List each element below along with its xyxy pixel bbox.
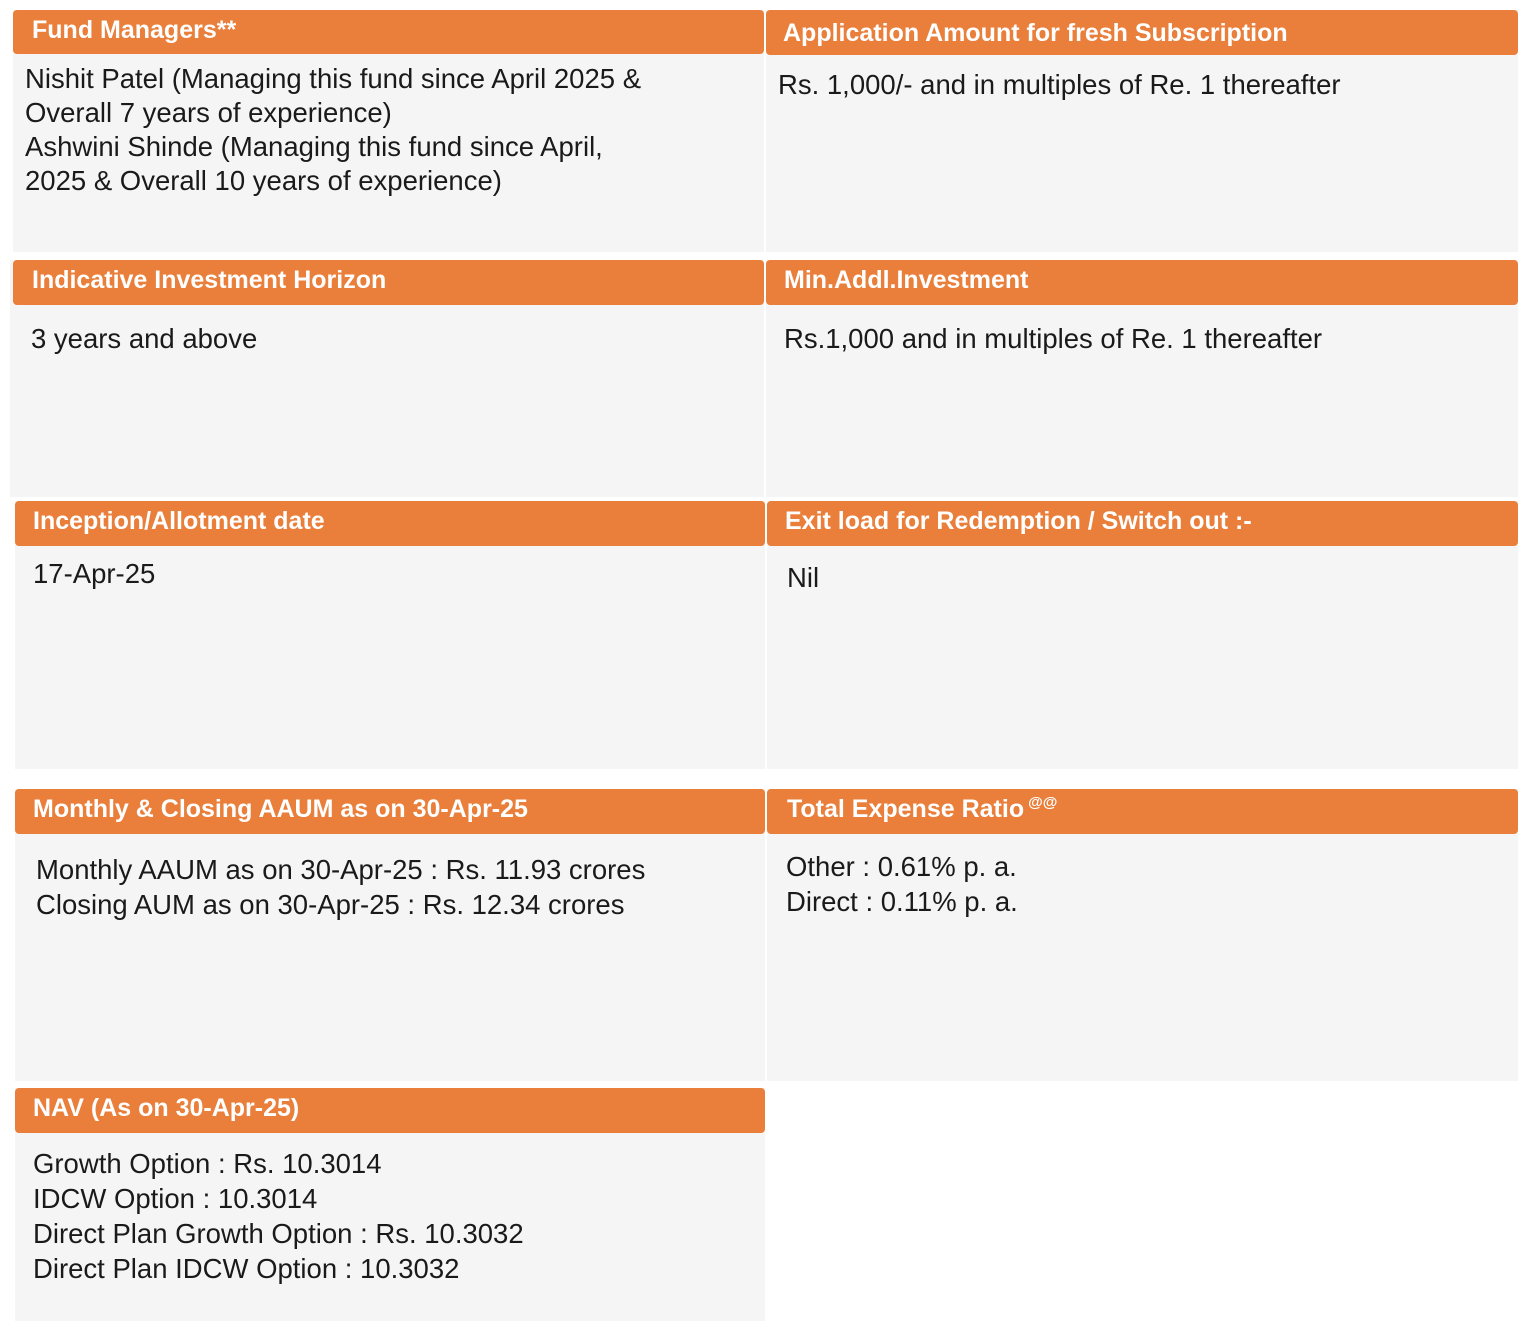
nav-line: Direct Plan Growth Option : Rs. 10.3032 <box>33 1218 524 1249</box>
min-addl-investment-body <box>766 322 1518 356</box>
investment-horizon-header <box>13 260 764 305</box>
nav-line: IDCW Option : 10.3014 <box>33 1183 318 1214</box>
exit-load-value: Nil <box>787 562 820 593</box>
panel-inception-date <box>15 501 765 769</box>
panel-min-addl-investment <box>766 260 1518 497</box>
fund-managers-line: 2025 & Overall 10 years of experience) <box>25 165 502 196</box>
panel-aaum <box>15 789 765 1081</box>
inception-date-value: 17-Apr-25 <box>33 558 156 589</box>
panel-fund-managers <box>13 10 764 252</box>
panel-application-amount <box>766 10 1518 252</box>
fund-managers-body <box>13 62 764 198</box>
min-addl-investment-value: Rs.1,000 and in multiples of Re. 1 thereafter <box>784 323 1323 354</box>
inception-date-header <box>15 501 765 546</box>
inception-date-body <box>15 557 765 591</box>
expense-ratio-header <box>767 789 1518 834</box>
aaum-title: Monthly & Closing AAUM as on 30-Apr-25 <box>33 795 528 823</box>
panel-nav <box>15 1088 765 1321</box>
min-addl-investment-header <box>766 260 1518 305</box>
application-amount-header <box>766 10 1518 55</box>
panel-investment-horizon <box>10 260 764 497</box>
nav-body <box>15 1146 765 1286</box>
nav-title: NAV (As on 30-Apr-25) <box>33 1094 300 1122</box>
aaum-line: Monthly AAUM as on 30-Apr-25 : Rs. 11.93 crores <box>36 854 646 885</box>
aaum-line: Closing AUM as on 30-Apr-25 : Rs. 12.34 crores <box>36 889 625 920</box>
expense-ratio-body <box>767 849 1518 919</box>
exit-load-title: Exit load for Redemption / Switch out :- <box>785 507 1252 535</box>
investment-horizon-body <box>10 322 764 356</box>
nav-line: Growth Option : Rs. 10.3014 <box>33 1148 382 1179</box>
fund-managers-line: Overall 7 years of experience) <box>25 97 392 128</box>
investment-horizon-value: 3 years and above <box>31 323 258 354</box>
min-addl-investment-title: Min.Addl.Investment <box>784 266 1029 294</box>
expense-ratio-line: Direct : 0.11% p. a. <box>786 886 1018 917</box>
application-amount-body <box>766 68 1518 102</box>
exit-load-body <box>767 561 1518 595</box>
nav-line: Direct Plan IDCW Option : 10.3032 <box>33 1253 460 1284</box>
panel-exit-load <box>767 501 1518 769</box>
nav-header <box>15 1088 765 1133</box>
application-amount-value: Rs. 1,000/- and in multiples of Re. 1 thereafter <box>778 69 1341 100</box>
aaum-body <box>15 852 765 922</box>
fund-managers-title: Fund Managers <box>32 16 217 44</box>
application-amount-title: Application Amount for fresh Subscription <box>783 19 1288 47</box>
investment-horizon-title: Indicative Investment Horizon <box>32 266 387 294</box>
panel-expense-ratio <box>767 789 1518 1081</box>
expense-ratio-title: Total Expense Ratio <box>787 795 1025 823</box>
fund-managers-title-suffix: ** <box>216 16 237 44</box>
fund-managers-header <box>13 10 764 54</box>
expense-ratio-line: Other : 0.61% p. a. <box>786 851 1017 882</box>
expense-ratio-title-suffix: @@ <box>1028 794 1058 811</box>
exit-load-header <box>767 501 1518 546</box>
fund-managers-line: Nishit Patel (Managing this fund since April 2025 & <box>25 63 642 94</box>
aaum-header <box>15 789 765 834</box>
fund-managers-line: Ashwini Shinde (Managing this fund since April, <box>25 131 603 162</box>
inception-date-title: Inception/Allotment date <box>33 507 325 535</box>
